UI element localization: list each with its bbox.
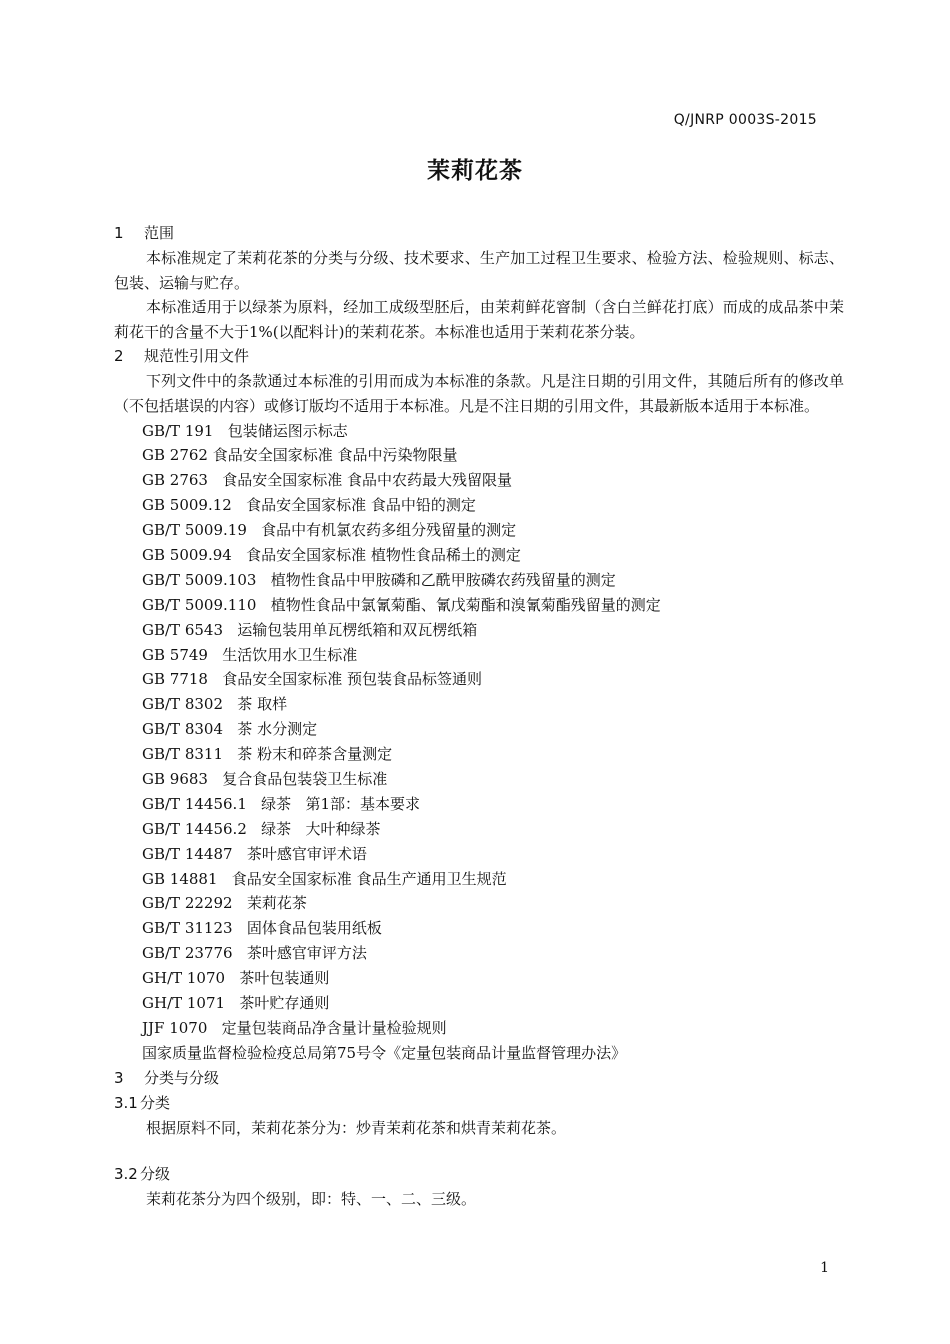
scope-paragraph-1: 本标准规定了茉莉花茶的分类与分级、技术要求、生产加工过程卫生要求、检验方法、检验规则、标志、包装、运输与贮存。 bbox=[114, 249, 844, 292]
section-heading-scope bbox=[114, 221, 844, 246]
subsection-number: 3.2 bbox=[114, 1165, 138, 1184]
reference-item: GH/T 1071 茶叶贮存通则 bbox=[142, 994, 330, 1013]
types-paragraph: 根据原料不同，茉莉花茶分为：炒青茉莉花茶和烘青茉莉花茶。 bbox=[146, 1118, 567, 1137]
reference-list bbox=[114, 419, 844, 1066]
reference-item: GB/T 6543 运输包装用单瓦楞纸箱和双瓦楞纸箱 bbox=[142, 620, 478, 639]
subsection-number: 3.1 bbox=[114, 1093, 138, 1112]
reference-item: GB 5009.12 食品安全国家标准 食品中铅的测定 bbox=[142, 496, 476, 515]
document-title: 茉莉花茶 bbox=[427, 158, 523, 184]
reference-item: JJF 1070 定量包装商品净含量计量检验规则 bbox=[142, 1018, 447, 1037]
subsection-heading-grades bbox=[114, 1162, 844, 1187]
references-intro: 下列文件中的条款通过本标准的引用而成为本标准的条款。凡是注日期的引用文件，其随后所有的修改单（不包括堪误的内容）或修订版均不适用于本标准。凡是不注日期的引用文件，其最新版本适用于本标准。 bbox=[114, 372, 844, 415]
subsection-heading-types bbox=[114, 1091, 844, 1116]
reference-item: GB/T 31123 固体食品包装用纸板 bbox=[142, 919, 382, 938]
reference-item: GB/T 14487 茶叶感官审评术语 bbox=[142, 844, 367, 863]
reference-item: GB/T 14456.1 绿茶 第1部：基本要求 bbox=[142, 794, 421, 813]
section-number: 3 bbox=[114, 1068, 124, 1087]
reference-item: GB/T 22292 茉莉花茶 bbox=[142, 894, 307, 913]
section-title: 规范性引用文件 bbox=[144, 347, 250, 366]
reference-item: GB/T 5009.19 食品中有机氯农药多组分残留量的测定 bbox=[142, 521, 517, 540]
reference-item: GB/T 8302 茶 取样 bbox=[142, 695, 288, 714]
reference-item: GB 2762 食品安全国家标准 食品中污染物限量 bbox=[142, 446, 458, 465]
reference-item: GB/T 191 包装储运图示标志 bbox=[142, 421, 348, 440]
spacer bbox=[114, 1140, 844, 1162]
reference-item: GB/T 5009.103 植物性食品中甲胺磷和乙酰甲胺磷农药残留量的测定 bbox=[142, 570, 616, 589]
section-title: 范围 bbox=[144, 224, 175, 242]
reference-item: GB/T 5009.110 植物性食品中氯氰菊酯、氰戊菊酯和溴氰菊酯残留量的测定 bbox=[142, 595, 661, 614]
reference-item: GB/T 8311 茶 粉末和碎茶含量测定 bbox=[142, 745, 393, 764]
grades-paragraph: 茉莉花茶分为四个级别，即：特、一、二、三级。 bbox=[146, 1190, 477, 1209]
reference-item: GB 7718 食品安全国家标准 预包装食品标签通则 bbox=[142, 670, 483, 689]
reference-item: GH/T 1070 茶叶包装通则 bbox=[142, 969, 330, 988]
reference-item: GB 5009.94 食品安全国家标准 植物性食品稀土的测定 bbox=[142, 546, 521, 565]
reference-item: GB/T 8304 茶 水分测定 bbox=[142, 720, 318, 739]
section-number: 1 bbox=[114, 224, 124, 242]
section-number: 2 bbox=[114, 347, 124, 366]
section-heading-classification bbox=[114, 1066, 844, 1091]
document-body bbox=[114, 221, 844, 1212]
subsection-title: 分级 bbox=[140, 1165, 171, 1184]
page-number: 1 bbox=[820, 1260, 829, 1276]
subsection-title: 分类 bbox=[140, 1093, 171, 1112]
reference-item: GB 2763 食品安全国家标准 食品中农药最大残留限量 bbox=[142, 471, 513, 490]
section-title: 分类与分级 bbox=[144, 1068, 220, 1087]
section-heading-references bbox=[114, 344, 844, 369]
document-code: Q/JNRP 0003S-2015 bbox=[673, 112, 817, 128]
reference-item: GB 9683 复合食品包装袋卫生标准 bbox=[142, 770, 388, 789]
reference-item: 国家质量监督检验检疫总局第75号令《定量包装商品计量监督管理办法》 bbox=[142, 1043, 627, 1062]
reference-item: GB 5749 生活饮用水卫生标准 bbox=[142, 645, 358, 664]
reference-item: GB/T 23776 茶叶感官审评方法 bbox=[142, 944, 367, 963]
reference-item: GB 14881 食品安全国家标准 食品生产通用卫生规范 bbox=[142, 869, 507, 888]
reference-item: GB/T 14456.2 绿茶 大叶种绿茶 bbox=[142, 819, 381, 838]
scope-paragraph-2: 本标准适用于以绿茶为原料，经加工成级型胚后，由茉莉鲜花窨制（含白兰鲜花打底）而成的成品茶中茉莉花干的含量不大于1%(以配料计)的茉莉花茶。本标准也适用于茉莉花茶分装。 bbox=[114, 298, 844, 341]
